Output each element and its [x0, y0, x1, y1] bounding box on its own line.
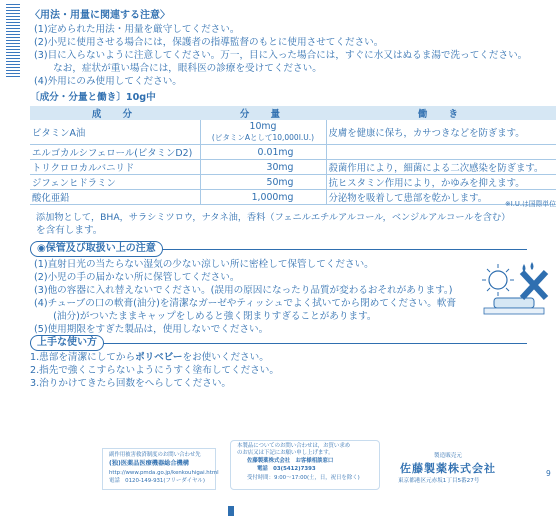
maker-label: 製造販売元 [434, 453, 462, 459]
amount-value: 10mg [249, 121, 277, 132]
ingredient-amount: 0.01mg [200, 145, 326, 160]
additives-line-1: 添加物として，BHA，サラシミツロウ，ナタネ油，香料（フェニルエチルアルコール，ベンジルアルコールを含む） [36, 212, 511, 223]
composition-title: 〔成分・分量と働き〕10g中 [30, 92, 156, 103]
ingredient-amount [200, 120, 326, 145]
ingredient-amount: 50mg [200, 175, 326, 190]
ingredient-effect [326, 145, 556, 160]
tips-section-title: 上手な使い方 [30, 335, 104, 351]
contact-line-1: 本製品についてのお問い合わせは，お買い求め [237, 443, 351, 449]
ingredient-name: ビタミンA油 [30, 120, 200, 145]
tip-1-suffix: をお使いください。 [182, 352, 269, 363]
usage-note-2: (2)小児に使用させる場合には，保護者の指導監督のもとに使用させてください。 [34, 37, 384, 48]
usage-note-3b: なお，症状が重い場合には，眼科医の診療を受けてください。 [34, 63, 322, 74]
ingredient-name: トリクロロカルバニリド [30, 160, 200, 175]
table-row [30, 145, 556, 160]
header-ingredient: 成 分 [30, 106, 200, 120]
amount-note: (ビタミンAとして10,000I.U.) [211, 133, 315, 142]
storage-section-title: ◉保管及び取扱い上の注意 [30, 241, 163, 257]
storage-note-1: (1)直射日光の当たらない湿気の少ない涼しい所に密栓して保管してください。 [34, 259, 374, 270]
additives-line-2: を含有します。 [36, 225, 103, 236]
storage-note-4: (4)チューブの口の軟膏(油分)を清潔なガーゼやティッシュでよく拭いてから閉めてください。軟膏 [34, 298, 457, 309]
ingredient-effect: 殺菌作用により，細菌による二次感染を防ぎます。 [326, 160, 556, 175]
usage-note-4: (4)外用にのみ使用してください。 [34, 76, 182, 87]
header-effect: 働 き [326, 106, 556, 120]
relief-line-1: 副作用被害救済制度のお問い合わせ先 [109, 452, 201, 458]
ingredient-effect: 抗ヒスタミン作用により，かゆみを抑えます。 [326, 175, 556, 190]
ingredient-amount: 1,000mg [200, 190, 326, 205]
page-number: 9 [546, 469, 551, 478]
tips-divider [30, 343, 527, 344]
maker-name: 佐藤製薬株式会社 [400, 462, 496, 475]
relief-phone: 電話 0120-149-931(フリーダイヤル) [109, 478, 205, 484]
storage-note-3: (3)他の容器に入れ替えないでください。(誤用の原因になったり品質が変わるおそれがあります。) [34, 285, 453, 296]
usage-notes-title: 〈用法・用量に関連する注意〉 [30, 10, 170, 21]
side-stripe-block [6, 4, 20, 78]
usage-note-1: (1)定められた用法・用量を厳守してください。 [34, 24, 240, 35]
table-row [30, 175, 556, 190]
contact-hours: 受付時間：9:00～17:00(土，日，祝日を除く) [247, 475, 360, 481]
storage-note-4b: (油分)がついたままキャップをしめると強く閉まりすぎることがあります。 [34, 311, 377, 322]
storage-warning-illustration [476, 258, 554, 318]
contact-phone: 電話 03(5412)7393 [257, 466, 316, 472]
ingredient-amount: 30mg [200, 160, 326, 175]
ingredient-name: ジフェンヒドラミン [30, 175, 200, 190]
relief-system-box [102, 448, 219, 490]
bottom-mark [228, 506, 234, 516]
contact-box [230, 440, 380, 490]
header-amount: 分 量 [200, 106, 326, 120]
table-row [30, 190, 556, 205]
tip-1-text: 1.患部を清潔にしてから [30, 352, 136, 363]
ingredient-name: エルゴカルシフェロール(ビタミンD2) [30, 145, 200, 160]
usage-note-3: (3)目に入らないように注意してください。万一，目に入った場合には，すぐに水又はぬるま湯で洗ってください。 [34, 50, 528, 61]
ingredient-effect: 分泌物を吸着して患部を乾かします。 [326, 190, 556, 205]
relief-line-2: (独)医薬品医療機器総合機構 [109, 460, 189, 467]
ingredient-effect: 皮膚を健康に保ち，カサつきなどを防ぎます。 [326, 120, 556, 145]
table-row [30, 120, 556, 145]
iu-footnote: ※I.U.は国際単位 [505, 200, 556, 208]
contact-line-3: 佐藤製薬株式会社 お客様相談窓口 [247, 458, 334, 464]
tip-3: 3.治りかけてきたら回数をへらしてください。 [30, 378, 232, 389]
maker-address: 東京都港区元赤坂1丁目5番27号 [398, 478, 480, 484]
composition-table [30, 106, 556, 205]
tip-2: 2.指先で強くこすらないようにうすく塗布してください。 [30, 365, 279, 376]
table-header-row [30, 106, 556, 120]
relief-url: http://www.pmda.go.jp/kenkouhigai.html [109, 470, 219, 476]
contact-line-2: のお店又は下記にお願い申し上げます。 [237, 450, 334, 456]
product-name: ポリベビー [135, 352, 183, 363]
tip-1 [30, 352, 269, 364]
storage-note-5: (5)使用期限をすぎた製品は，使用しないでください。 [34, 324, 269, 335]
ingredient-name: 酸化亜鉛 [30, 190, 200, 205]
storage-note-2: (2)小児の手の届かない所に保管してください。 [34, 272, 240, 283]
table-row [30, 160, 556, 175]
